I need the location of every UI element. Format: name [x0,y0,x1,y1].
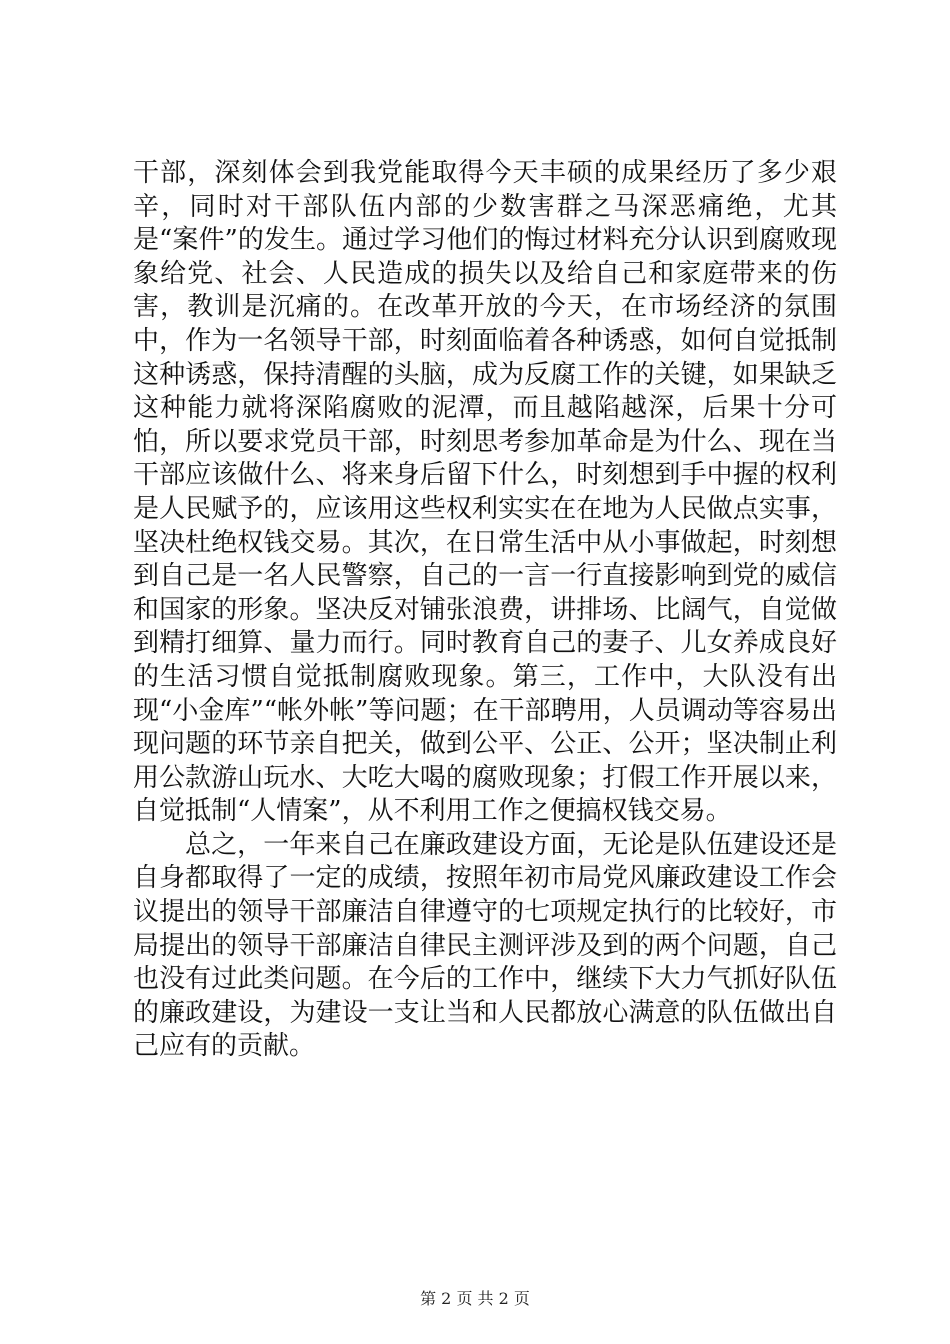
page-number-footer: 第 2 页 共 2 页 [420,1289,530,1308]
paragraph-conclusion: 总之，一年来自己在廉政建设方面，无论是队伍建设还是自身都取得了一定的成绩，按照年初市局党风廉政建设工作会议提出的领导干部廉洁自律遵守的七项规定执行的比较好，市局提出的领导干部廉洁自律民主测评涉及到的两个问题，自己也没有过此类问题。在今后的工作中，继续下大力气抓好队伍的廉政建设，为建设一支让当和人民都放心满意的队伍做出自己应有的贡献。 [133,829,837,1062]
paragraph-continuation: 干部，深刻体会到我党能取得今天丰硕的成果经历了多少艰辛，同时对干部队伍内部的少数害群之马深恶痛绝，尤其是“案件”的发生。通过学习他们的悔过材料充分认识到腐败现象给党、社会、人民造成的损失以及给自己和家庭带来的伤害，教训是沉痛的。在改革开放的今天，在市场经济的氛围中，作为一名领导干部，时刻面临着各种诱惑，如何自觉抵制这种诱惑，保持清醒的头脑，成为反腐工作的关键，如果缺乏这种能力就将深陷腐败的泥潭，而且越陷越深，后果十分可怕，所以要求党员干部，时刻思考参加革命是为什么、现在当干部应该做什么、将来身后留下什么，时刻想到手中握的权利是人民赋予的，应该用这些权利实实在在地为人民做点实事，坚决杜绝权钱交易。其次，在日常生活中从小事做起，时刻想到自己是一名人民警察，自己的一言一行直接影响到党的威信和国家的形象。坚决反对铺张浪费，讲排场、比阔气，自觉做到精打细算、量力而行。同时教育自己的妻子、儿女养成良好的生活习惯自觉抵制腐败现象。第三，工作中，大队没有出现“小金库”“帐外帐”等问题；在干部聘用，人员调动等容易出现问题的环节亲自把关，做到公平、公正、公开；坚决制止利用公款游山玩水、大吃大喝的腐败现象；打假工作开展以来，自觉抵制“人情案”，从不利用工作之便搞权钱交易。 [133,158,837,827]
document-body [133,157,837,1064]
